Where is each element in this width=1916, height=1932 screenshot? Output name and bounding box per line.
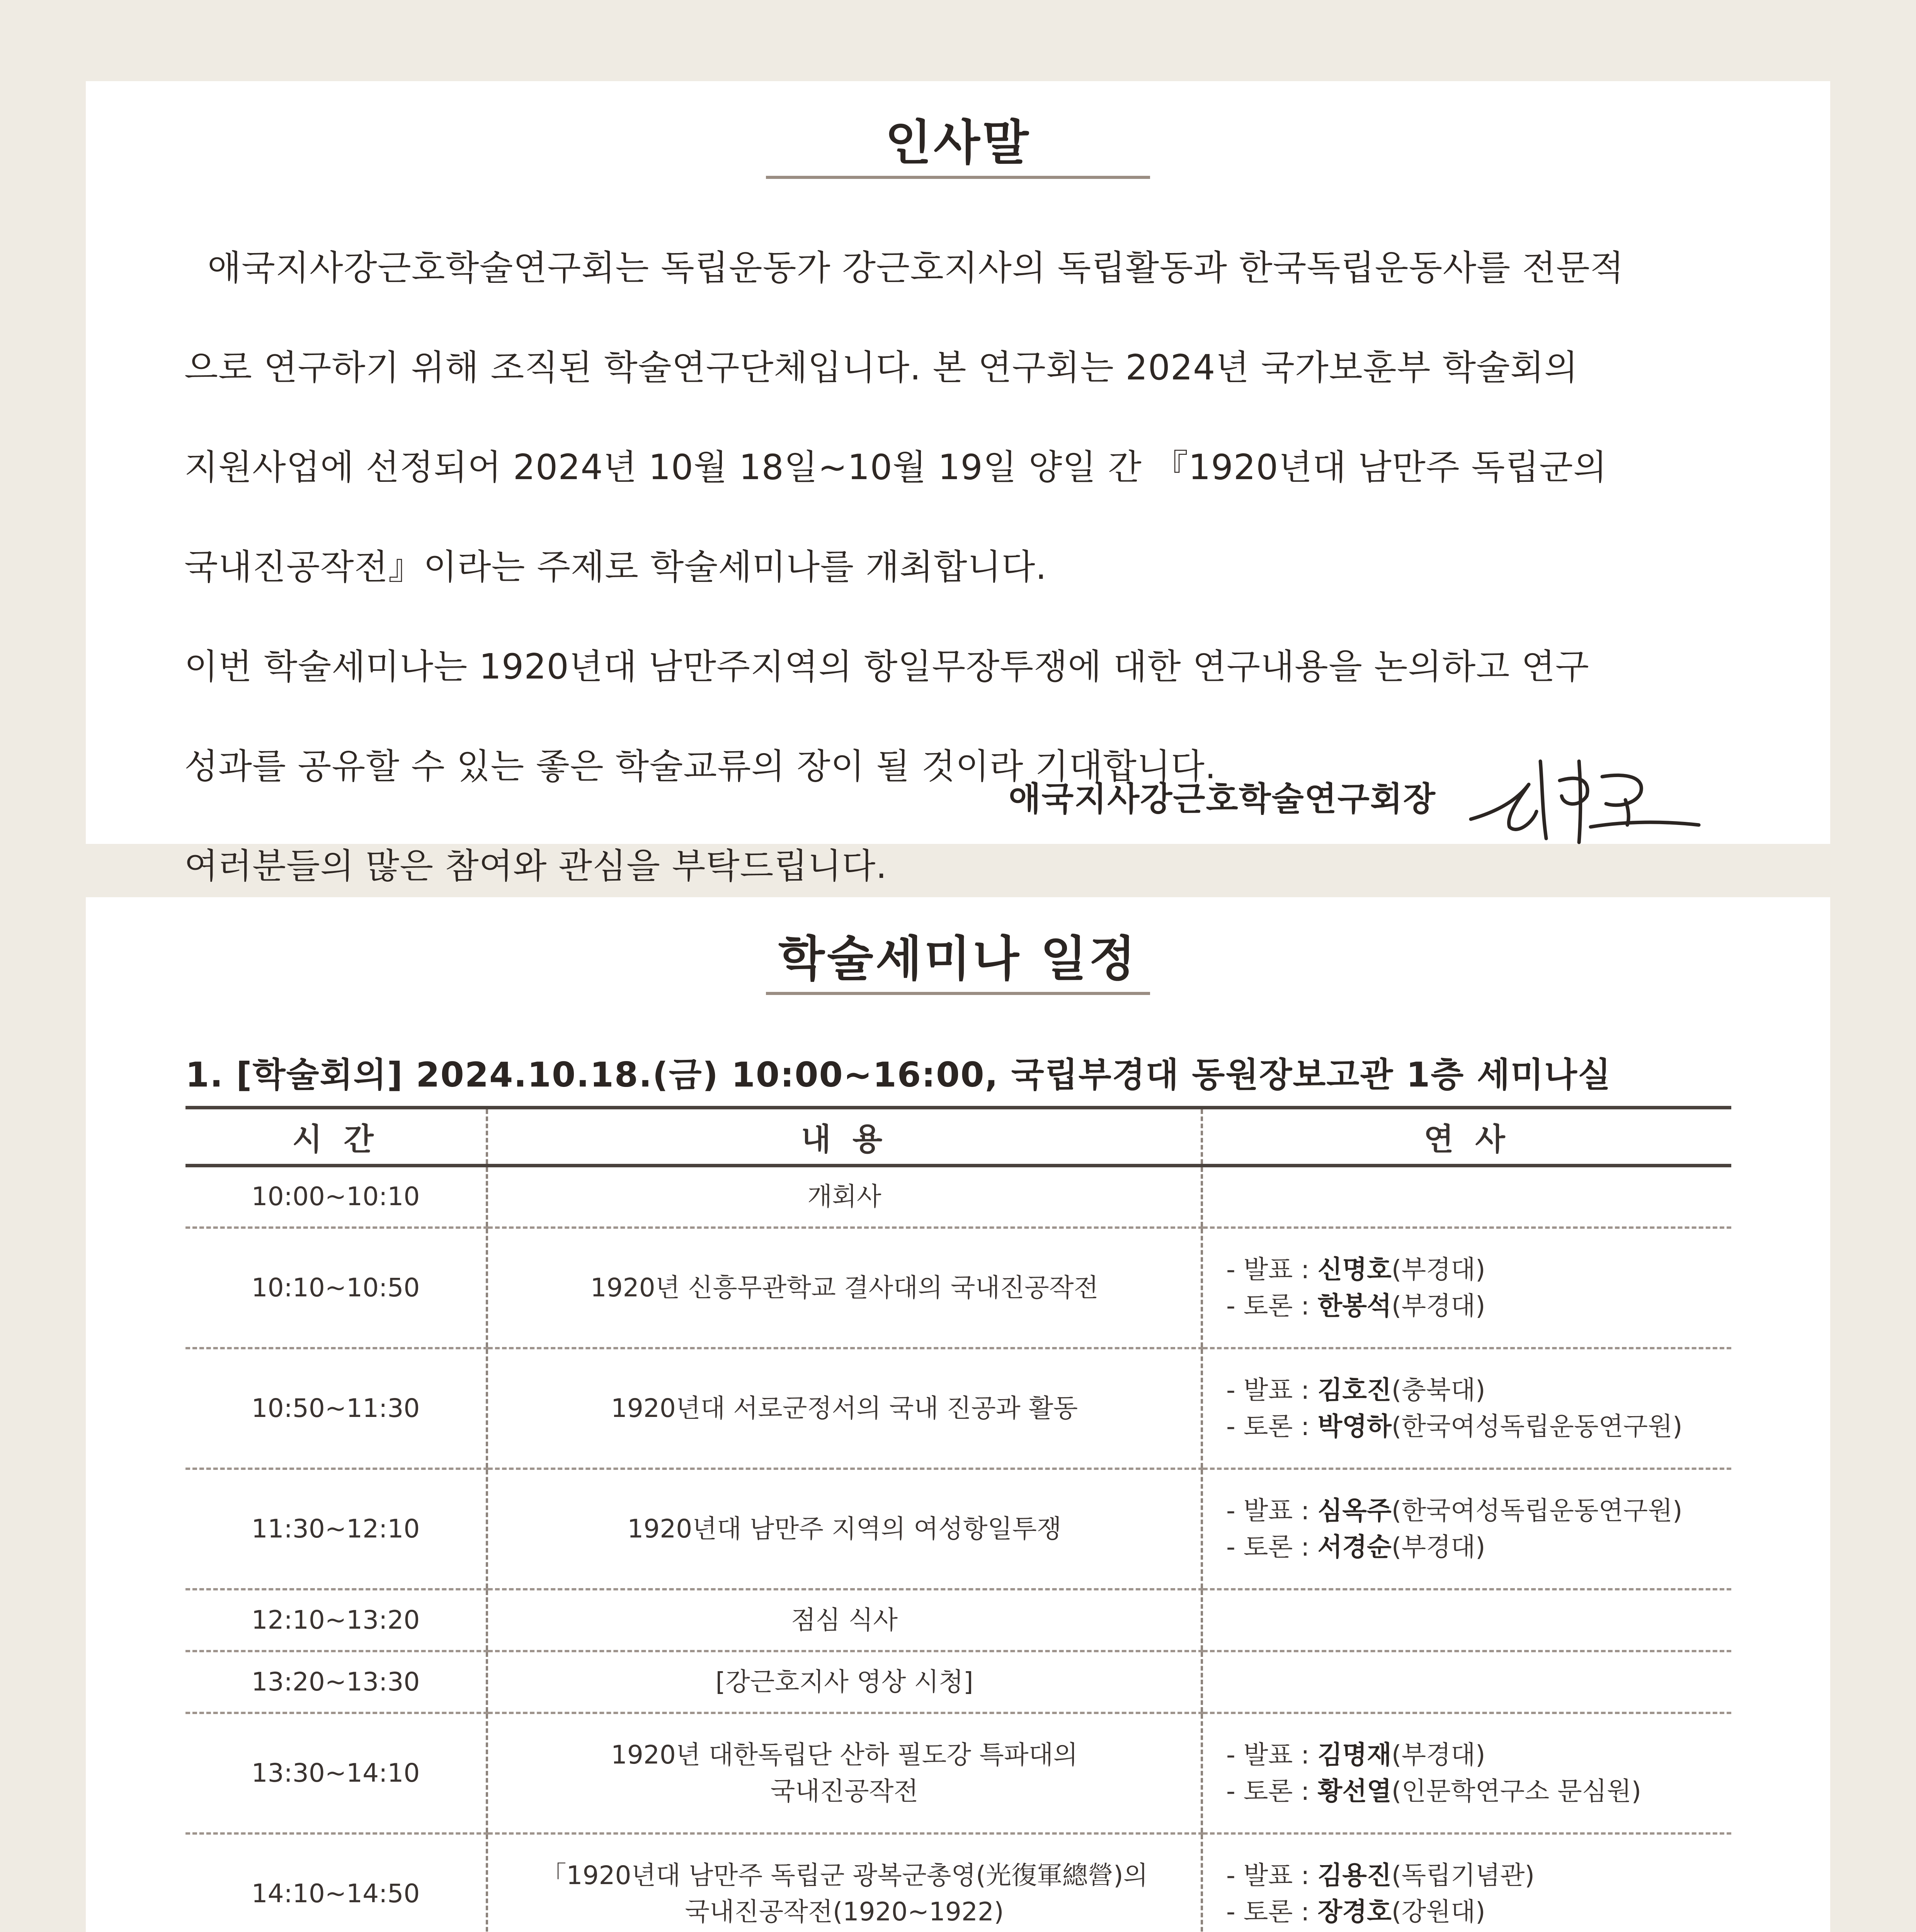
content-line: 1920년대 남만주 지역의 여성항일투쟁 [627,1514,1062,1544]
speaker-role: - 발표 : [1226,1860,1310,1890]
content-cell [487,1651,1202,1713]
speaker-affiliation: (강원대) [1391,1896,1485,1927]
table-header-row [185,1108,1731,1166]
speaker-name: 김용진 [1317,1860,1392,1890]
schedule-title: 학술세미나 일정 [778,931,1138,987]
speaker-cell [1202,1166,1731,1228]
time-cell: 11:30~12:10 [185,1469,487,1589]
speaker-name: 황선열 [1317,1776,1392,1806]
greeting-line: 성과를 공유할 수 있는 좋은 학술교류의 장이 될 것이라 기대합니다. [184,746,1217,787]
content-line: 1920년 신흥무관학교 결사대의 국내진공작전 [590,1272,1099,1303]
speaker-affiliation: (부경대) [1391,1254,1485,1284]
speaker-name: 김호진 [1317,1375,1392,1405]
content-line: 국내진공작전(1920~1922) [685,1896,1004,1927]
speaker-line [1226,1493,1731,1529]
content-line: [강근호지사 영상 시청] [715,1667,973,1697]
content-line: 점심 식사 [791,1605,898,1635]
content-cell [487,1469,1202,1589]
speaker-line [1226,1857,1731,1894]
speaker-affiliation: (한국여성독립운동연구원) [1391,1411,1683,1441]
time-cell: 10:00~10:10 [185,1166,487,1228]
greeting-line: 이번 학술세미나는 1920년대 남만주지역의 항일무장투쟁에 대한 연구내용을 논의하고 연구 [184,646,1589,687]
speaker-line [1226,1252,1731,1288]
speaker-line [1226,1372,1731,1408]
header-time: 시 간 [185,1108,487,1166]
greeting-line: 여러분들의 많은 참여와 관심을 부탁드립니다. [184,846,887,886]
speaker-cell [1202,1833,1731,1932]
header-content: 내 용 [487,1108,1202,1166]
greeting-title-underline [766,176,1150,179]
speaker-name: 한봉석 [1317,1291,1392,1321]
speaker-role: - 토론 : [1226,1291,1310,1321]
speaker-cell [1202,1348,1731,1469]
time-cell: 14:10~14:50 [185,1833,487,1932]
content-cell [487,1348,1202,1469]
content-cell [487,1166,1202,1228]
schedule-title-underline [766,992,1150,995]
content-line: 국내진공작전 [770,1776,919,1806]
signature-row [1009,738,1703,854]
time-cell: 10:50~11:30 [185,1348,487,1469]
greeting-line: 으로 연구하기 위해 조직된 학술연구단체입니다. 본 연구회는 2024년 국가보훈부 학술회의 [184,347,1579,388]
speaker-role: - 발표 : [1226,1254,1310,1284]
speaker-role: - 발표 : [1226,1375,1310,1405]
greeting-line: 국내진공작전』이라는 주제로 학술세미나를 개최합니다. [184,547,1047,587]
speaker-affiliation: (독립기념관) [1391,1860,1535,1890]
speaker-role: - 토론 : [1226,1776,1310,1806]
speaker-affiliation: (부경대) [1391,1532,1485,1562]
speaker-line [1226,1894,1731,1930]
table-row [185,1166,1731,1228]
speaker-affiliation: (인문학연구소 문심원) [1391,1776,1642,1806]
speaker-line [1226,1737,1731,1773]
content-cell [487,1228,1202,1348]
speaker-role: - 토론 : [1226,1896,1310,1927]
table-row [185,1713,1731,1833]
header-speaker: 연 사 [1202,1108,1731,1166]
time-cell: 12:10~13:20 [185,1589,487,1651]
table-row [185,1833,1731,1932]
speaker-affiliation: (부경대) [1391,1291,1485,1321]
speaker-name: 김명재 [1317,1740,1392,1770]
table-row [185,1469,1731,1589]
section1-heading: 1. [학술회의] 2024.10.18.(금) 10:00~16:00, 국립부경대 동원장보고관 1층 세미나실 [185,1055,1611,1095]
speaker-line [1226,1408,1731,1445]
signature-title: 애국지사강근호학술연구회장 [1009,780,1436,818]
content-cell [487,1713,1202,1833]
time-cell: 13:20~13:30 [185,1651,487,1713]
speaker-name: 심옥주 [1317,1495,1392,1526]
speaker-role: - 발표 : [1226,1495,1310,1526]
greeting-card [86,81,1830,886]
content-line: 1920년대 서로군정서의 국내 진공과 활동 [611,1393,1078,1423]
speaker-cell [1202,1228,1731,1348]
content-line: 개회사 [807,1182,881,1212]
speaker-cell [1202,1651,1731,1713]
speaker-cell [1202,1469,1731,1589]
schedule-card [86,897,1830,1932]
speaker-affiliation: (한국여성독립운동연구원) [1391,1495,1683,1526]
speaker-role: - 토론 : [1226,1532,1310,1562]
content-line: 「1920년대 남만주 독립군 광복군총영(光復軍總營)의 [541,1860,1148,1890]
speaker-cell [1202,1589,1731,1651]
table-row [185,1348,1731,1469]
speaker-line [1226,1773,1731,1810]
table-row [185,1228,1731,1348]
speaker-name: 서경순 [1317,1532,1392,1562]
table-row [185,1651,1731,1713]
time-cell: 13:30~14:10 [185,1713,487,1833]
time-cell: 10:10~10:50 [185,1228,487,1348]
conference-schedule-table [185,1106,1731,1932]
speaker-name: 박영하 [1317,1411,1392,1441]
handwritten-signature [1463,738,1703,854]
content-line: 1920년 대한독립단 산하 필도강 특파대의 [611,1740,1078,1770]
speaker-line [1226,1288,1731,1324]
speaker-line [1226,1529,1731,1565]
speaker-cell [1202,1713,1731,1833]
speaker-role: - 발표 : [1226,1740,1310,1770]
greeting-line: 애국지사강근호학술연구회는 독립운동가 강근호지사의 독립활동과 한국독립운동사를 전문적 [208,248,1624,288]
speaker-affiliation: (충북대) [1391,1375,1485,1405]
speaker-affiliation: (부경대) [1391,1740,1485,1770]
speaker-name: 신명호 [1317,1254,1392,1284]
table-row [185,1589,1731,1651]
speaker-role: - 토론 : [1226,1411,1310,1441]
content-cell [487,1589,1202,1651]
greeting-line: 지원사업에 선정되어 2024년 10월 18일~10월 19일 양일 간 『1920년대 남만주 독립군의 [184,447,1608,488]
greeting-title: 인사말 [885,115,1031,171]
speaker-name: 장경호 [1317,1896,1392,1927]
content-cell [487,1833,1202,1932]
